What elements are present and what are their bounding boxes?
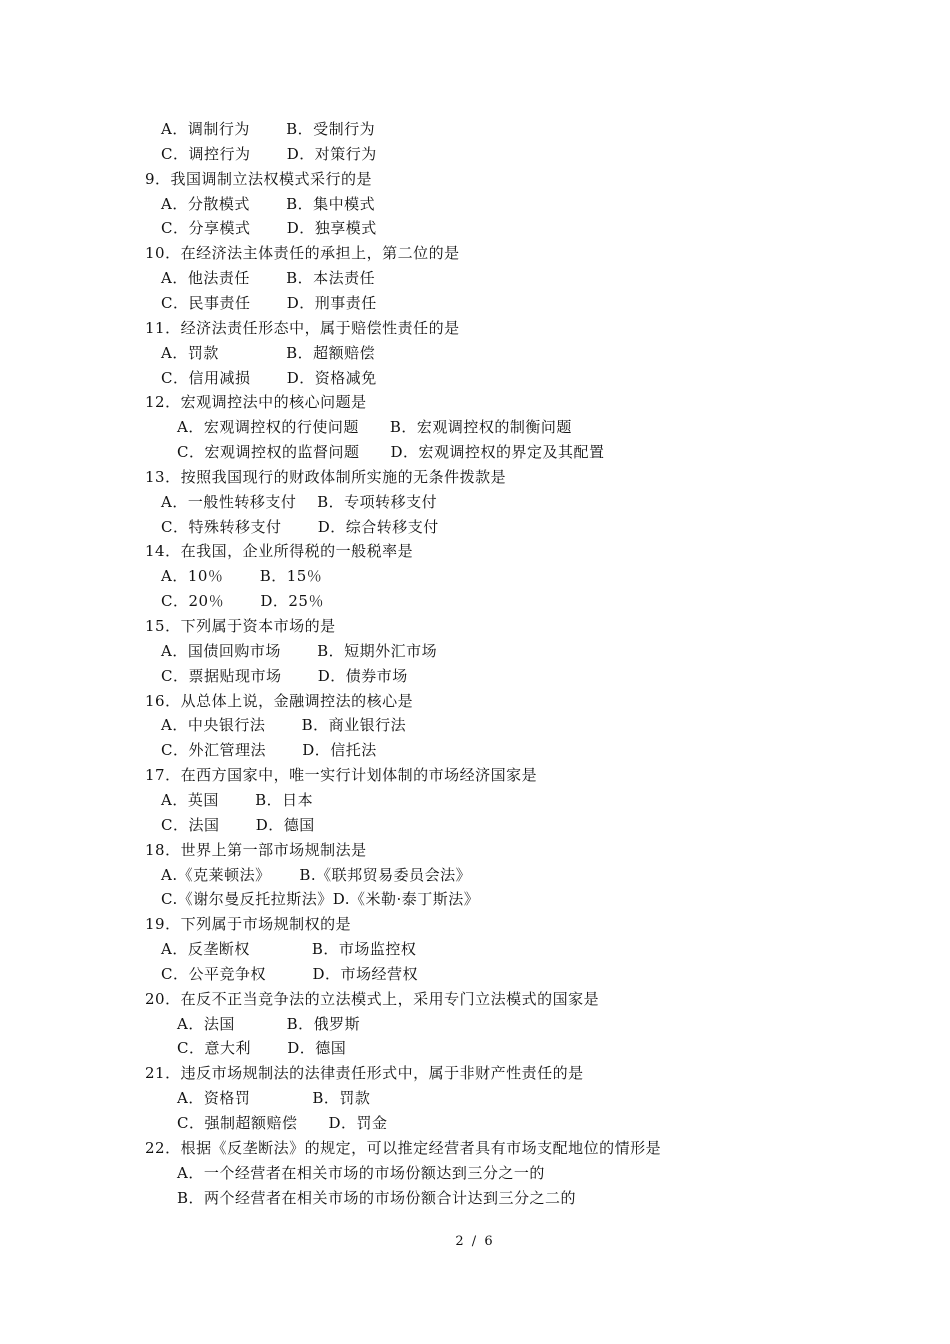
- page-number: 2 / 6: [455, 1234, 495, 1249]
- question-text: 16．从总体上说，金融调控法的核心是: [145, 691, 414, 710]
- answer-options: C．公平竞争权 D．市场经营权: [161, 964, 419, 983]
- question-text: 13．按照我国现行的财政体制所实施的无条件拨款是: [145, 467, 507, 486]
- question-text: 9．我国调制立法权模式采行的是: [145, 169, 373, 188]
- answer-options: A．10％ B．15％: [161, 567, 323, 586]
- answer-options: A．罚款 B．超额赔偿: [161, 343, 376, 362]
- question-text: 22．根据《反垄断法》的规定，可以推定经营者具有市场支配地位的情形是: [145, 1138, 662, 1157]
- answer-options: C．信用减损 D．资格减免: [161, 368, 377, 387]
- answer-options: C．特殊转移支付 D．综合转移支付: [161, 517, 439, 536]
- question-text: 21．违反市场规制法的法律责任形式中，属于非财产性责任的是: [145, 1064, 584, 1083]
- answer-options: A．法国 B．俄罗斯: [177, 1014, 361, 1033]
- question-text: 12．宏观调控法中的核心问题是: [145, 393, 367, 412]
- answer-options: A．一般性转移支付 B．专项转移支付: [161, 492, 438, 511]
- answer-options: C．分享模式 D．独享模式: [161, 219, 377, 238]
- answer-options: A.《克莱顿法》 B.《联邦贸易委员会法》: [161, 865, 472, 884]
- answer-options: A．调制行为 B．受制行为: [161, 120, 376, 138]
- question-text: 11．经济法责任形态中，属于赔偿性责任的是: [145, 318, 460, 337]
- answer-options: C.《谢尔曼反托拉斯法》D.《米勒·泰丁斯法》: [161, 890, 480, 909]
- answer-options: C．外汇管理法 D．信托法: [161, 741, 377, 760]
- question-text: 15．下列属于资本市场的是: [145, 617, 336, 635]
- answer-options: C．强制超额赔偿 D．罚金: [177, 1114, 388, 1132]
- answer-options: A．国债回购市场 B．短期外汇市场: [161, 641, 438, 660]
- answer-options: B．两个经营者在相关市场的市场份额合计达到三分之二的: [177, 1188, 577, 1207]
- question-text: 17．在西方国家中，唯一实行计划体制的市场经济国家是: [145, 766, 538, 785]
- question-text: 18．世界上第一部市场规制法是: [145, 840, 367, 859]
- answer-options: A．英国 B．日本: [161, 790, 314, 809]
- answer-options: A．一个经营者在相关市场的市场份额达到三分之一的: [177, 1163, 545, 1182]
- answer-options: C．20％ D．25％: [161, 592, 324, 611]
- answer-options: C．意大利 D．德国: [177, 1039, 347, 1058]
- question-text: 10．在经济法主体责任的承担上，第二位的是: [145, 244, 460, 263]
- question-text: 19．下列属于市场规制权的是: [145, 915, 352, 934]
- answer-options: A．中央银行法 B．商业银行法: [161, 716, 407, 735]
- answer-options: A．宏观调控权的行使问题 B．宏观调控权的制衡问题: [177, 418, 572, 437]
- answer-options: C．调控行为 D．对策行为: [161, 144, 377, 163]
- question-text: 14．在我国，企业所得税的一般税率是: [145, 542, 414, 561]
- answer-options: C．民事责任 D．刑事责任: [161, 293, 377, 312]
- answer-options: C．宏观调控权的监督问题 D．宏观调控权的界定及其配置: [177, 443, 605, 462]
- answer-options: A．资格罚 B．罚款: [177, 1089, 371, 1108]
- answer-options: A．反垄断权 B．市场监控权: [161, 940, 417, 959]
- answer-options: C．法国 D．德国: [161, 815, 315, 834]
- answer-options: C．票据贴现市场 D．债券市场: [161, 666, 408, 685]
- question-text: 20．在反不正当竞争法的立法模式上，采用专门立法模式的国家是: [145, 989, 600, 1008]
- answer-options: A．分散模式 B．集中模式: [161, 194, 376, 213]
- answer-options: A．他法责任 B．本法责任: [161, 269, 376, 288]
